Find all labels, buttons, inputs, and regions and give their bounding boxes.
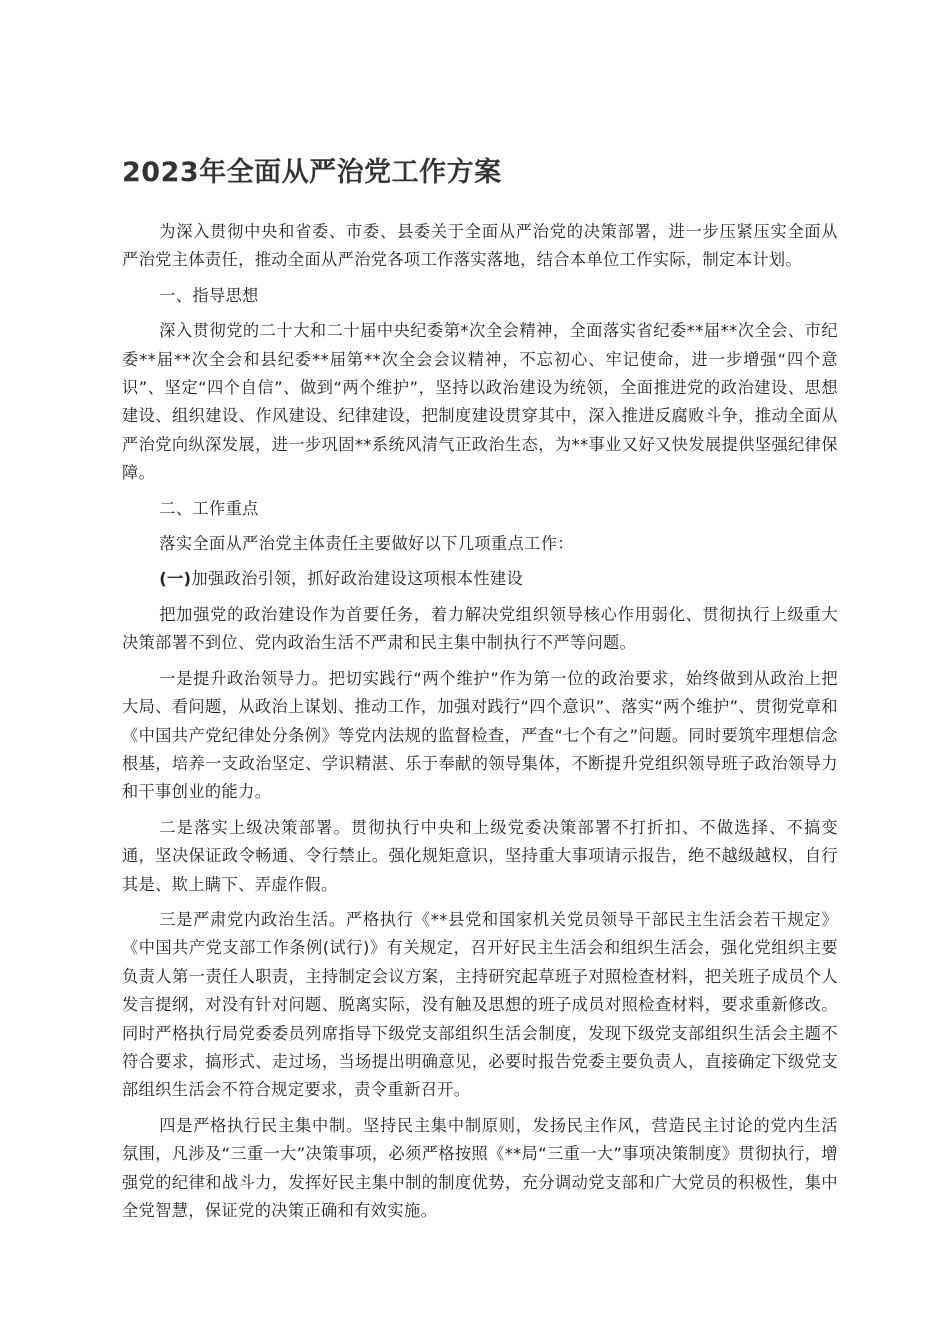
- subsection-heading-political-guidance: [122, 565, 838, 593]
- subsection-number: (一): [159, 569, 192, 589]
- item-paragraph-3: 三是严肃党内政治生活。严格执行《**县党和国家机关党员领导干部民主生活会若干规定》《中国共产党支部工作条例(试行)》有关规定，召开好民主生活会和组织生活会，强化党组织主要负责人第一责任人职责，主持制定会议方案，主持研究起草班子对照检查材料，把关班子成员个人发言提纲，对没有针对问题、脱离实际，没有触及思想的班子成员对照检查材料，要求重新修改。同时严格执行局党委委员列席指导下级党支部组织生活会制度，发现下级党支部组织生活会主题不符合要求，搞形式、走过场，当场提出明确意见，必要时报告党委主要负责人，直接确定下级党支部组织生活会不符合规定要求，责令重新召开。: [122, 909, 838, 1100]
- document-page: [122, 148, 838, 1232]
- item-paragraph-2: 二是落实上级决策部署。贯彻执行中央和上级党委决策部署不打折扣、不做选择、不搞变通，坚决保证政令畅通、令行禁止。强化规矩意识，坚持重大事项请示报告，绝不越级越权，自行其是、欺上瞒下、弄虚作假。: [122, 817, 838, 894]
- item-paragraph-4: 四是严格执行民主集中制。坚持民主集中制原则，发扬民主作风，营造民主讨论的党内生活氛围，凡涉及“三重一大”决策事项，必须严格按照《**局“三重一大”事项决策制度》贯彻执行，增强党的纪律和战斗力，发挥好民主集中制的制度优势，充分调动党支部和广大党员的积极性，集中全党智慧，保证党的决策正确和有效实施。: [122, 1115, 838, 1220]
- work-focus-intro-paragraph: 落实全面从严治党主体责任主要做好以下几项重点工作：: [159, 534, 574, 554]
- section-heading-work-focus: 二、工作重点: [159, 498, 259, 518]
- section-heading-guiding-ideology: 一、指导思想: [159, 285, 259, 305]
- political-guidance-paragraph: 把加强党的政治建设作为首要任务，着力解决党组织领导核心作用弱化、贯彻执行上级重大决策部署不到位、党内政治生活不严肃和民主集中制执行不严等问题。: [122, 604, 838, 653]
- document-title: 2023年全面从严治党工作方案: [122, 157, 502, 188]
- guiding-ideology-paragraph: 深入贯彻党的二十大和二十届中央纪委第*次全会精神，全面落实省纪委**届**次全会、市纪委**届**次全会和县纪委**届第**次全会会议精神，不忘初心、牢记使命，进一步增强“四个意识”、坚定“四个自信”、做到“两个维护”，坚持以政治建设为统领，全面推进党的政治建设、思想建设、组织建设、作风建设、纪律建设，把制度建设贯穿其中，深入推进反腐败斗争，推动全面从严治党向纵深发展，进一步巩固**系统风清气正政治生态，为**事业又好又快发展提供坚强纪律保障。: [122, 321, 838, 483]
- item-paragraph-1: 一是提升政治领导力。把切实践行“两个维护”作为第一位的政治要求，始终做到从政治上把大局、看问题，从政治上谋划、推动工作，加强对践行“四个意识”、落实“两个维护”、贯彻党章和《中国共产党纪律处分条例》等党内法规的监督检查，严查“七个有之”问题。同时要筑牢理想信念根基，培养一支政治坚定、学识精湛、乐于奉献的领导集体，不断提升党组织领导班子政治领导力和干事创业的能力。: [122, 668, 838, 802]
- subsection-title: 加强政治引领，抓好政治建设这项根本性建设: [191, 569, 524, 589]
- intro-paragraph: 为深入贯彻中央和省委、市委、县委关于全面从严治党的决策部署，进一步压紧压实全面从严治党主体责任，推动全面从严治党各项工作落实落地，结合本单位工作实际，制定本计划。: [122, 222, 838, 270]
